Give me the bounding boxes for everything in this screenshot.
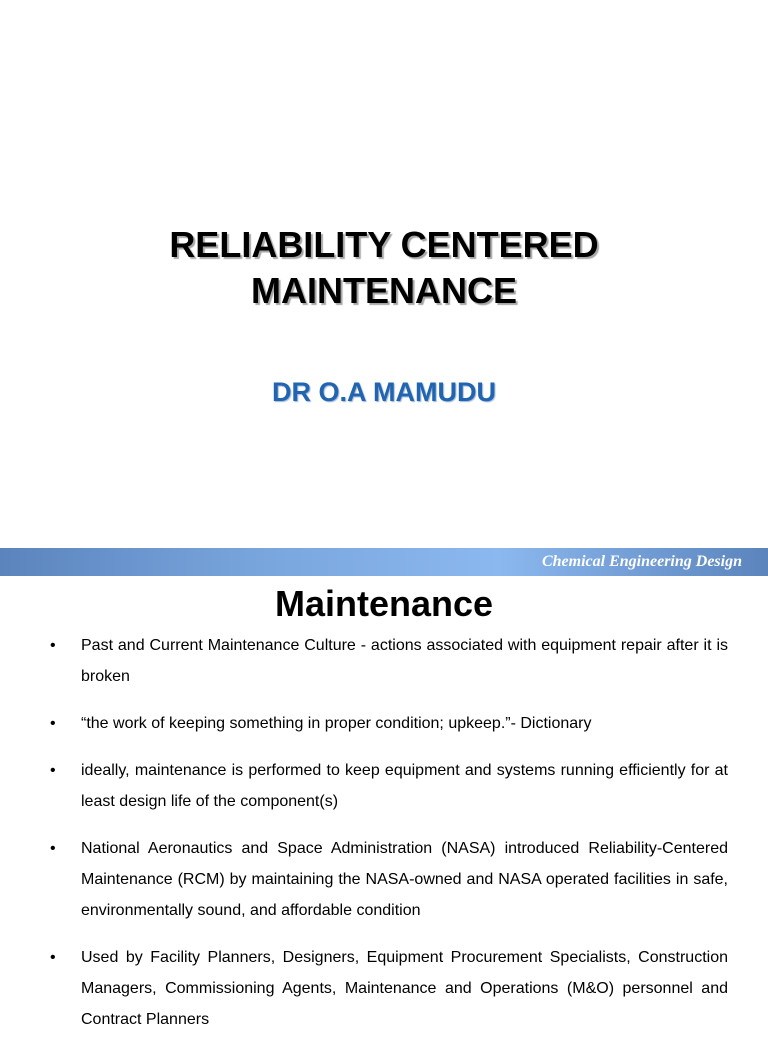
- bullet-item: [50, 833, 728, 926]
- bullet-item: [50, 630, 728, 692]
- slide-title: [0, 222, 768, 314]
- bullet-dot-icon: •: [50, 949, 56, 966]
- bullet-dot-icon: •: [50, 840, 56, 857]
- bullet-list: [50, 630, 728, 1051]
- bullet-text: National Aeronautics and Space Administration (NASA) introduced Reliability-Centered Maintenance (RCM) by maintaining the NASA-owned and NASA operated facilities in safe, environmentally sound, and affordable condition: [81, 840, 728, 919]
- bullet-item: [50, 708, 728, 739]
- bullet-text: ideally, maintenance is performed to keep equipment and systems running efficiently for at least design life of the component(s): [81, 762, 728, 810]
- bullet-dot-icon: •: [50, 637, 56, 654]
- bullet-dot-icon: •: [50, 762, 56, 779]
- bullet-text: Used by Facility Planners, Designers, Equipment Procurement Specialists, Construction Managers, Commissioning Agents, Maintenance and Operations (M&O) personnel and Contract Planners: [81, 949, 728, 1028]
- bullet-item: [50, 755, 728, 817]
- bullet-text: Past and Current Maintenance Culture - actions associated with equipment repair after it is broken: [81, 637, 728, 685]
- slide-heading: Maintenance: [274, 583, 494, 624]
- slide-title-line-2: MAINTENANCE: [251, 270, 517, 311]
- bullet-item: [50, 942, 728, 1035]
- author-name: DR O.A MAMUDU: [272, 377, 496, 407]
- slide-title-line-1: RELIABILITY CENTERED: [169, 224, 599, 265]
- footer-caption: Chemical Engineering Design: [541, 553, 742, 570]
- content-slide: [0, 576, 768, 1028]
- bullet-text: “the work of keeping something in proper condition; upkeep.”- Dictionary: [81, 715, 592, 732]
- bullet-dot-icon: •: [50, 715, 56, 732]
- slide-footer-band: [0, 548, 768, 576]
